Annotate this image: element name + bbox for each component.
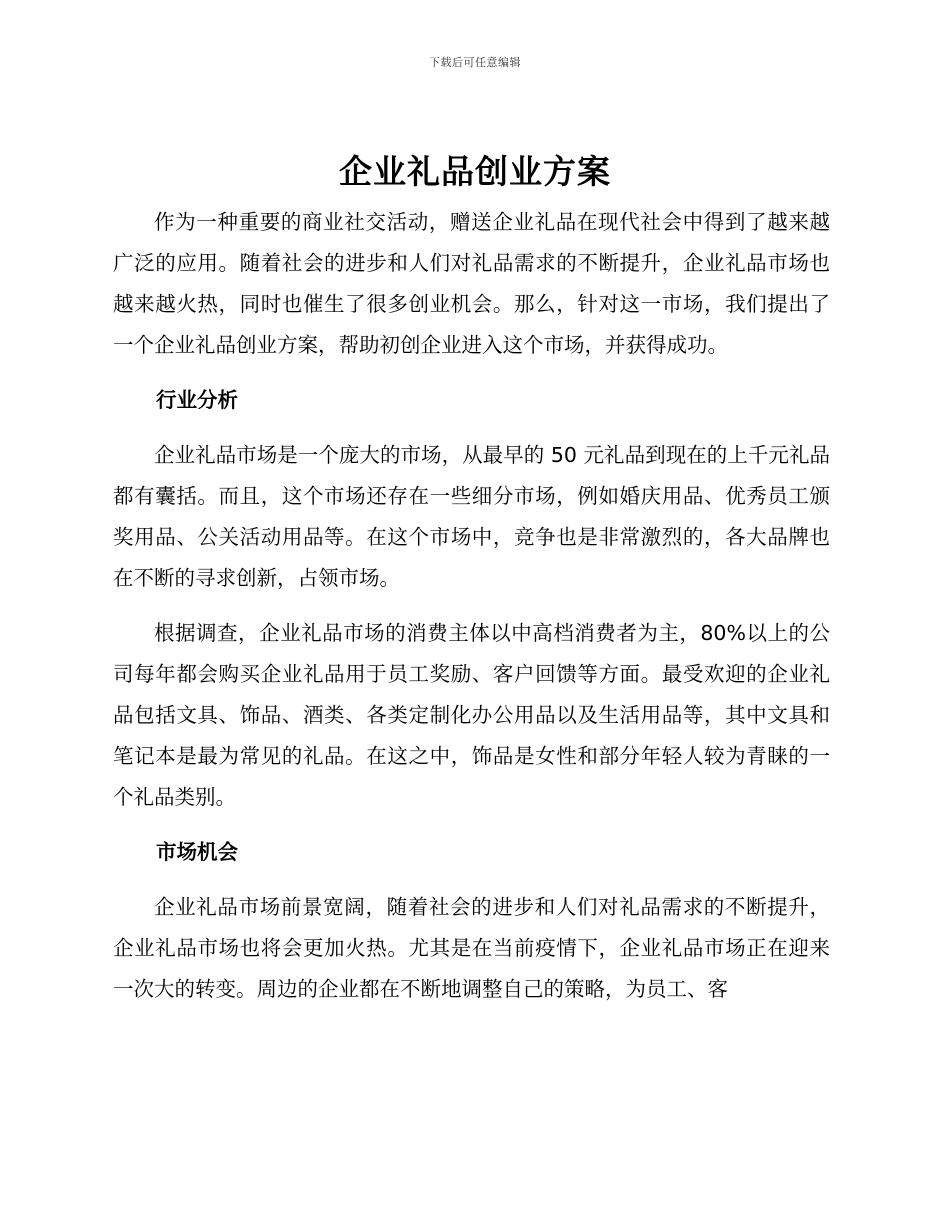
paragraph-market-1: 企业礼品市场前景宽阔，随着社会的进步和人们对礼品需求的不断提升，企业礼品市场也将会更加火热。尤其是在当前疫情下，企业礼品市场正在迎来一次大的转变。周边的企业都在不断地调整自己的策略，为员工、客: [113, 895, 830, 1001]
paragraph-industry-2: 根据调查，企业礼品市场的消费主体以中高档消费者为主，80%以上的公司每年都会购买企业礼品用于员工奖励、客户回馈等方面。最受欢迎的企业礼品包括文具、饰品、酒类、各类定制化办公用品以及生活用品等，其中文具和笔记本是最为常见的礼品。在这之中，饰品是女性和部分年轻人较为青睐的一个礼品类别。: [113, 621, 830, 809]
heading-industry-analysis: 行业分析: [156, 388, 238, 412]
paragraph-industry-1: 企业礼品市场是一个庞大的市场，从最早的 50 元礼品到现在的上千元礼品都有囊括。而且，这个市场还存在一些细分市场，例如婚庆用品、优秀员工颁奖用品、公关活动用品等。在这个市场中，竞争也是非常激烈的，各大品牌也在不断的寻求创新，占领市场。: [113, 443, 830, 590]
header-note: 下载后可任意编辑: [429, 56, 521, 69]
paragraph-intro: 作为一种重要的商业社交活动，赠送企业礼品在现代社会中得到了越来越广泛的应用。随着社会的进步和人们对礼品需求的不断提升，企业礼品市场也越来越火热，同时也催生了很多创业机会。那么，针对这一市场，我们提出了一个企业礼品创业方案，帮助初创企业进入这个市场，并获得成功。: [113, 210, 830, 357]
heading-market-opportunity: 市场机会: [156, 840, 238, 864]
document-title: 企业礼品创业方案: [339, 152, 611, 191]
document-body: [113, 202, 830, 1010]
